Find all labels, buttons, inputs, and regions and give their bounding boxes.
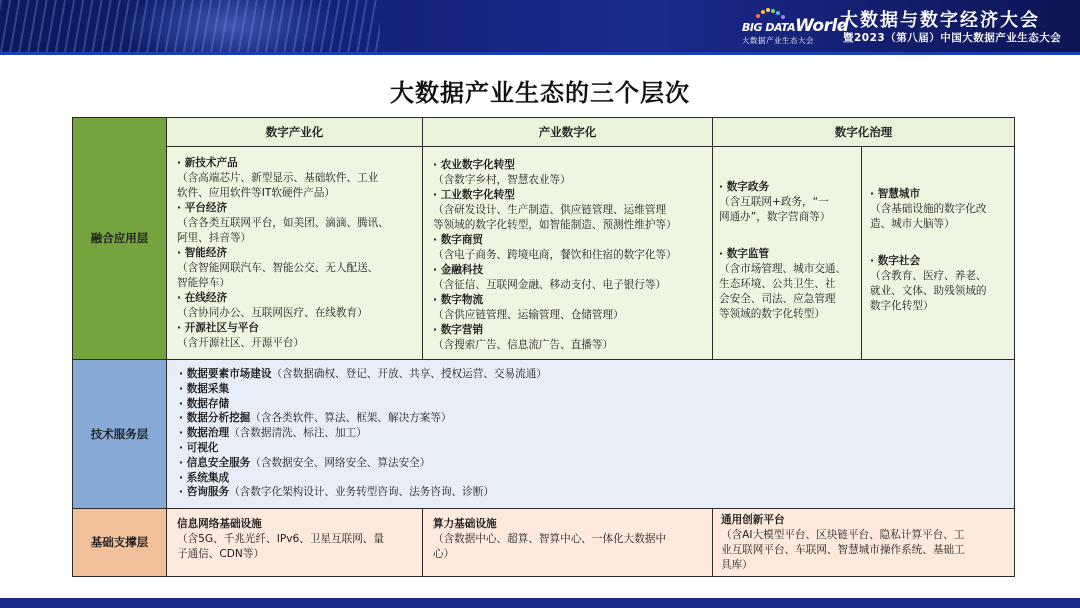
list-item-title: · 智慧城市 <box>870 188 921 200</box>
list-item-desc: （含数字乡村，智慧农业等） <box>433 174 571 186</box>
list-item-desc: （含互联网+政务，“一 <box>719 196 829 208</box>
column-header-digital-industry: 数字产业化 <box>166 117 423 147</box>
list-item: · 数据采集 <box>179 382 230 395</box>
tech-services-cell <box>166 359 1015 509</box>
list-item-title: · 在线经济 <box>177 292 228 304</box>
list-item-desc: （含电子商务、跨境电商，餐饮和住宿的数字化等） <box>433 249 677 261</box>
list-item-desc: 等领域的数字化转型，如智能制造、预测性维护等） <box>433 219 677 231</box>
list-item-desc: （含供应链管理、运输管理、仓储管理） <box>433 309 624 321</box>
list-item-desc: 造、城市大脑等） <box>870 218 955 230</box>
list-item-desc: （含智能网联汽车、智能公交、无人配送、 <box>177 262 379 274</box>
list-item-desc: 阿里、抖音等） <box>177 232 252 244</box>
list-item-desc: 等领域的数字化转型） <box>719 308 825 320</box>
list-item-title: · 数字物流 <box>433 294 484 306</box>
list-item-title: · 开源社区与平台 <box>177 322 259 334</box>
list-item-desc: （含基础设施的数字化改 <box>870 203 987 215</box>
list-item-desc: （含征信、互联网金融、移动支付、电子银行等） <box>433 279 667 291</box>
list-item-desc: 软件、应用软件等IT软硬件产品） <box>177 187 335 199</box>
list-item-desc: 具库） <box>721 559 753 571</box>
list-item-desc: （含5G、千兆光纤、IPv6、卫星互联网、量 <box>177 533 384 545</box>
column-header-governance: 数字化治理 <box>712 117 1015 147</box>
row-header-tech: 技术服务层 <box>72 359 167 509</box>
list-item-desc: （含AI大模型平台、区块链平台、隐私计算平台、工 <box>721 529 965 541</box>
list-item-title: · 数字社会 <box>870 255 921 267</box>
innovation-platform-cell <box>712 508 1015 577</box>
list-item-title: · 数字商贸 <box>433 234 484 246</box>
list-item-title: · 农业数字化转型 <box>433 159 515 171</box>
computing-infra-cell <box>422 508 713 577</box>
list-item-desc: 子通信、CDN等） <box>177 548 265 560</box>
list-item-title: · 数字政务 <box>719 181 770 193</box>
list-item-title: · 数字监管 <box>719 248 770 260</box>
list-item-title: · 金融科技 <box>433 264 484 276</box>
list-item-desc: （含开源社区、开源平台） <box>177 337 305 349</box>
list-item-desc: （含市场管理、城市交通、 <box>719 263 847 275</box>
list-item-desc: （含研发设计、生产制造、供应链管理、运维管理 <box>433 204 667 216</box>
list-item: · 数据分析挖掘（含各类软件、算法、框架、解决方案等） <box>179 412 452 425</box>
list-item-title: · 新技术产品 <box>177 157 238 169</box>
list-item: · 数据治理（含数据清洗、标注、加工） <box>179 427 367 440</box>
digital-industry-cell <box>166 146 423 360</box>
list-item-desc: 会安全、司法、应急管理 <box>719 293 836 305</box>
row-header-basic: 基础支撑层 <box>72 508 167 577</box>
list-item-desc: （含数据中心、超算、智算中心、一体化大数据中 <box>433 533 667 545</box>
list-item-title: · 智能经济 <box>177 247 228 259</box>
footer-bar <box>0 598 1080 608</box>
list-item-title: 算力基础设施 <box>433 518 497 530</box>
list-item-desc: 网通办”，数字营商等） <box>719 211 831 223</box>
list-item-title: · 数字营销 <box>433 324 484 336</box>
list-item-desc: （含协同办公、互联网医疗、在线教育） <box>177 307 368 319</box>
list-item-desc: （含高端芯片、新型显示、基础软件、工业 <box>177 172 379 184</box>
industry-digital-cell <box>422 146 713 360</box>
list-item-desc: 生态环境、公共卫生、社 <box>719 278 836 290</box>
list-item: · 数据要素市场建设（含数据确权、登记、开放、共享、授权运营、交易流通） <box>179 368 547 380</box>
header-banner <box>0 0 1080 52</box>
list-item-desc: 心） <box>433 548 455 560</box>
decorative-glow <box>120 0 340 52</box>
governance-left-cell <box>712 146 862 360</box>
list-item-title: 信息网络基础设施 <box>177 518 262 530</box>
list-item: · 系统集成 <box>179 471 230 484</box>
list-item: · 数据存储 <box>179 397 230 410</box>
row-header-application: 融合应用层 <box>72 117 167 360</box>
logo-wordmark: BIG DATAWorld <box>742 16 849 36</box>
list-item-desc: （含教育、医疗、养老、 <box>870 270 987 282</box>
list-item-desc: 数字化转型） <box>870 300 934 312</box>
list-item-title: 通用创新平台 <box>721 514 785 526</box>
conference-title: 大数据与数字经济大会 <box>840 10 1040 31</box>
logo-subtitle: 大数据产业生态大会 <box>742 36 814 45</box>
list-item-title: · 工业数字化转型 <box>433 189 515 201</box>
network-infra-cell <box>166 508 423 577</box>
bigdata-world-logo <box>742 8 849 45</box>
banner-divider <box>0 52 1080 55</box>
list-item: · 可视化 <box>179 441 219 454</box>
page-title: 大数据产业生态的三个层次 <box>390 79 690 107</box>
list-item-desc: 就业、文体、助残领域的 <box>870 285 987 297</box>
list-item: · 信息安全服务（含数据安全、网络安全、算法安全） <box>179 456 431 469</box>
column-header-industry-digital: 产业数字化 <box>422 117 713 147</box>
conference-subtitle: 暨2023（第八届）中国大数据产业生态大会 <box>843 32 1062 44</box>
list-item-desc: 业互联网平台、车联网、智慧城市操作系统、基础工 <box>721 544 965 556</box>
list-item-desc: （含各类互联网平台，如美团、滴滴、腾讯、 <box>177 217 389 229</box>
governance-right-cell <box>861 146 1015 360</box>
list-item-title: · 平台经济 <box>177 202 228 214</box>
list-item-desc: （含搜索广告、信息流广告、直播等） <box>433 339 614 351</box>
list-item: · 咨询服务（含数字化架构设计、业务转型咨询、法务咨询、诊断） <box>179 486 494 499</box>
list-item-desc: 智能停车） <box>177 277 230 289</box>
